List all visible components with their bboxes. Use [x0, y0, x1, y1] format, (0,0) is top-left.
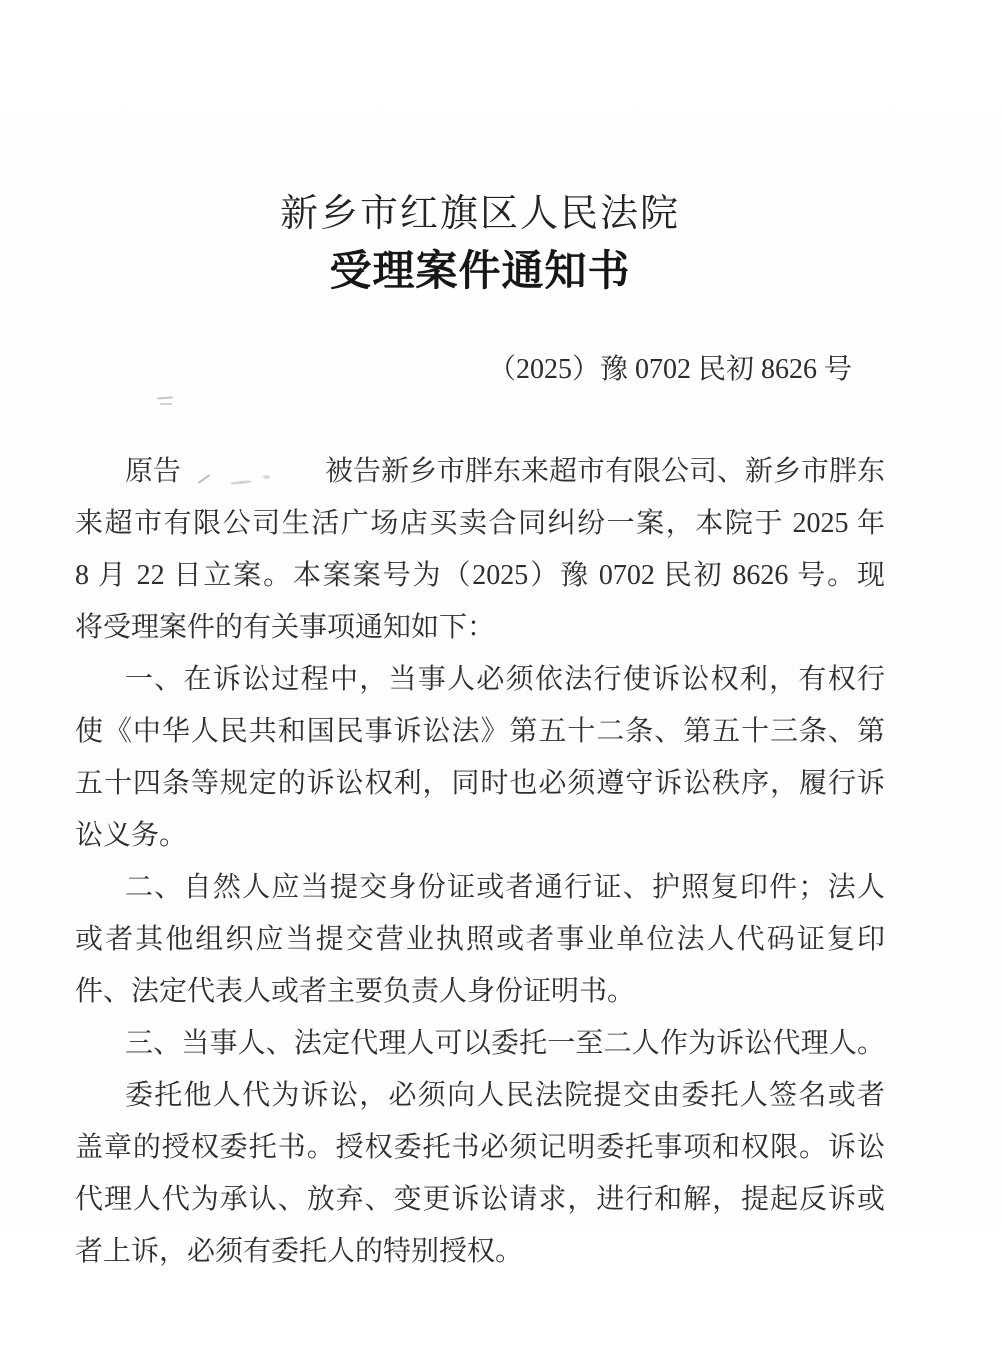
body-line: 一、在诉讼过程中，当事人必须依法行使诉讼权利，有权行 — [125, 664, 885, 696]
body-line: 将受理案件的有关事项通知如下： — [75, 612, 496, 644]
defendant-text: 被告新乡市胖东来超市有限公司、新乡市胖东 — [324, 456, 885, 488]
body-line: 二、自然人应当提交身份证或者通行证、护照复印件；法人 — [125, 872, 885, 904]
body-line: 或者其他组织应当提交营业执照或者事业单位法人代码证复印 — [75, 924, 885, 956]
body-line: 者上诉，必须有委托人的特别授权。 — [75, 1236, 524, 1268]
plaintiff-label: 原告 — [125, 456, 182, 488]
court-name: 新乡市红旗区人民法院 — [279, 193, 680, 235]
body-line: 件、法定代表人或者主要负责人身份证明书。 — [75, 976, 636, 1008]
body-line: 三、当事人、法定代理人可以委托一至二人作为诉讼代理人。 — [125, 1028, 885, 1060]
body-line: 委托他人代为诉讼，必须向人民法院提交由委托人签名或者 — [125, 1080, 885, 1112]
document-title: 受理案件通知书 — [329, 249, 631, 296]
smudge-mark — [160, 403, 172, 405]
body-line: 使《中华人民共和国民事诉讼法》第五十二条、第五十三条、第 — [75, 716, 885, 748]
body-line: 代理人代为承认、放弃、变更诉讼请求，进行和解，提起反诉或 — [75, 1184, 885, 1216]
body-line — [75, 446, 885, 498]
body-line: 讼义务。 — [75, 820, 188, 852]
smudge-mark — [263, 475, 270, 479]
body-line: 8 月 22 日立案。本案案号为（2025）豫 0702 民初 8626 号。现 — [75, 560, 885, 592]
body-line: 盖章的授权委托书。授权委托书必须记明委托事项和权限。诉讼 — [75, 1132, 885, 1164]
body-line: 五十四条等规定的诉讼权利，同时也必须遵守诉讼秩序，履行诉 — [75, 768, 885, 800]
body-line: 来超市有限公司生活广场店买卖合同纠纷一案，本院于 2025 年 — [75, 508, 885, 540]
case-number: （2025）豫 0702 民初 8626 号 — [487, 353, 852, 385]
document-content — [75, 0, 885, 1278]
document-body — [75, 446, 885, 1278]
